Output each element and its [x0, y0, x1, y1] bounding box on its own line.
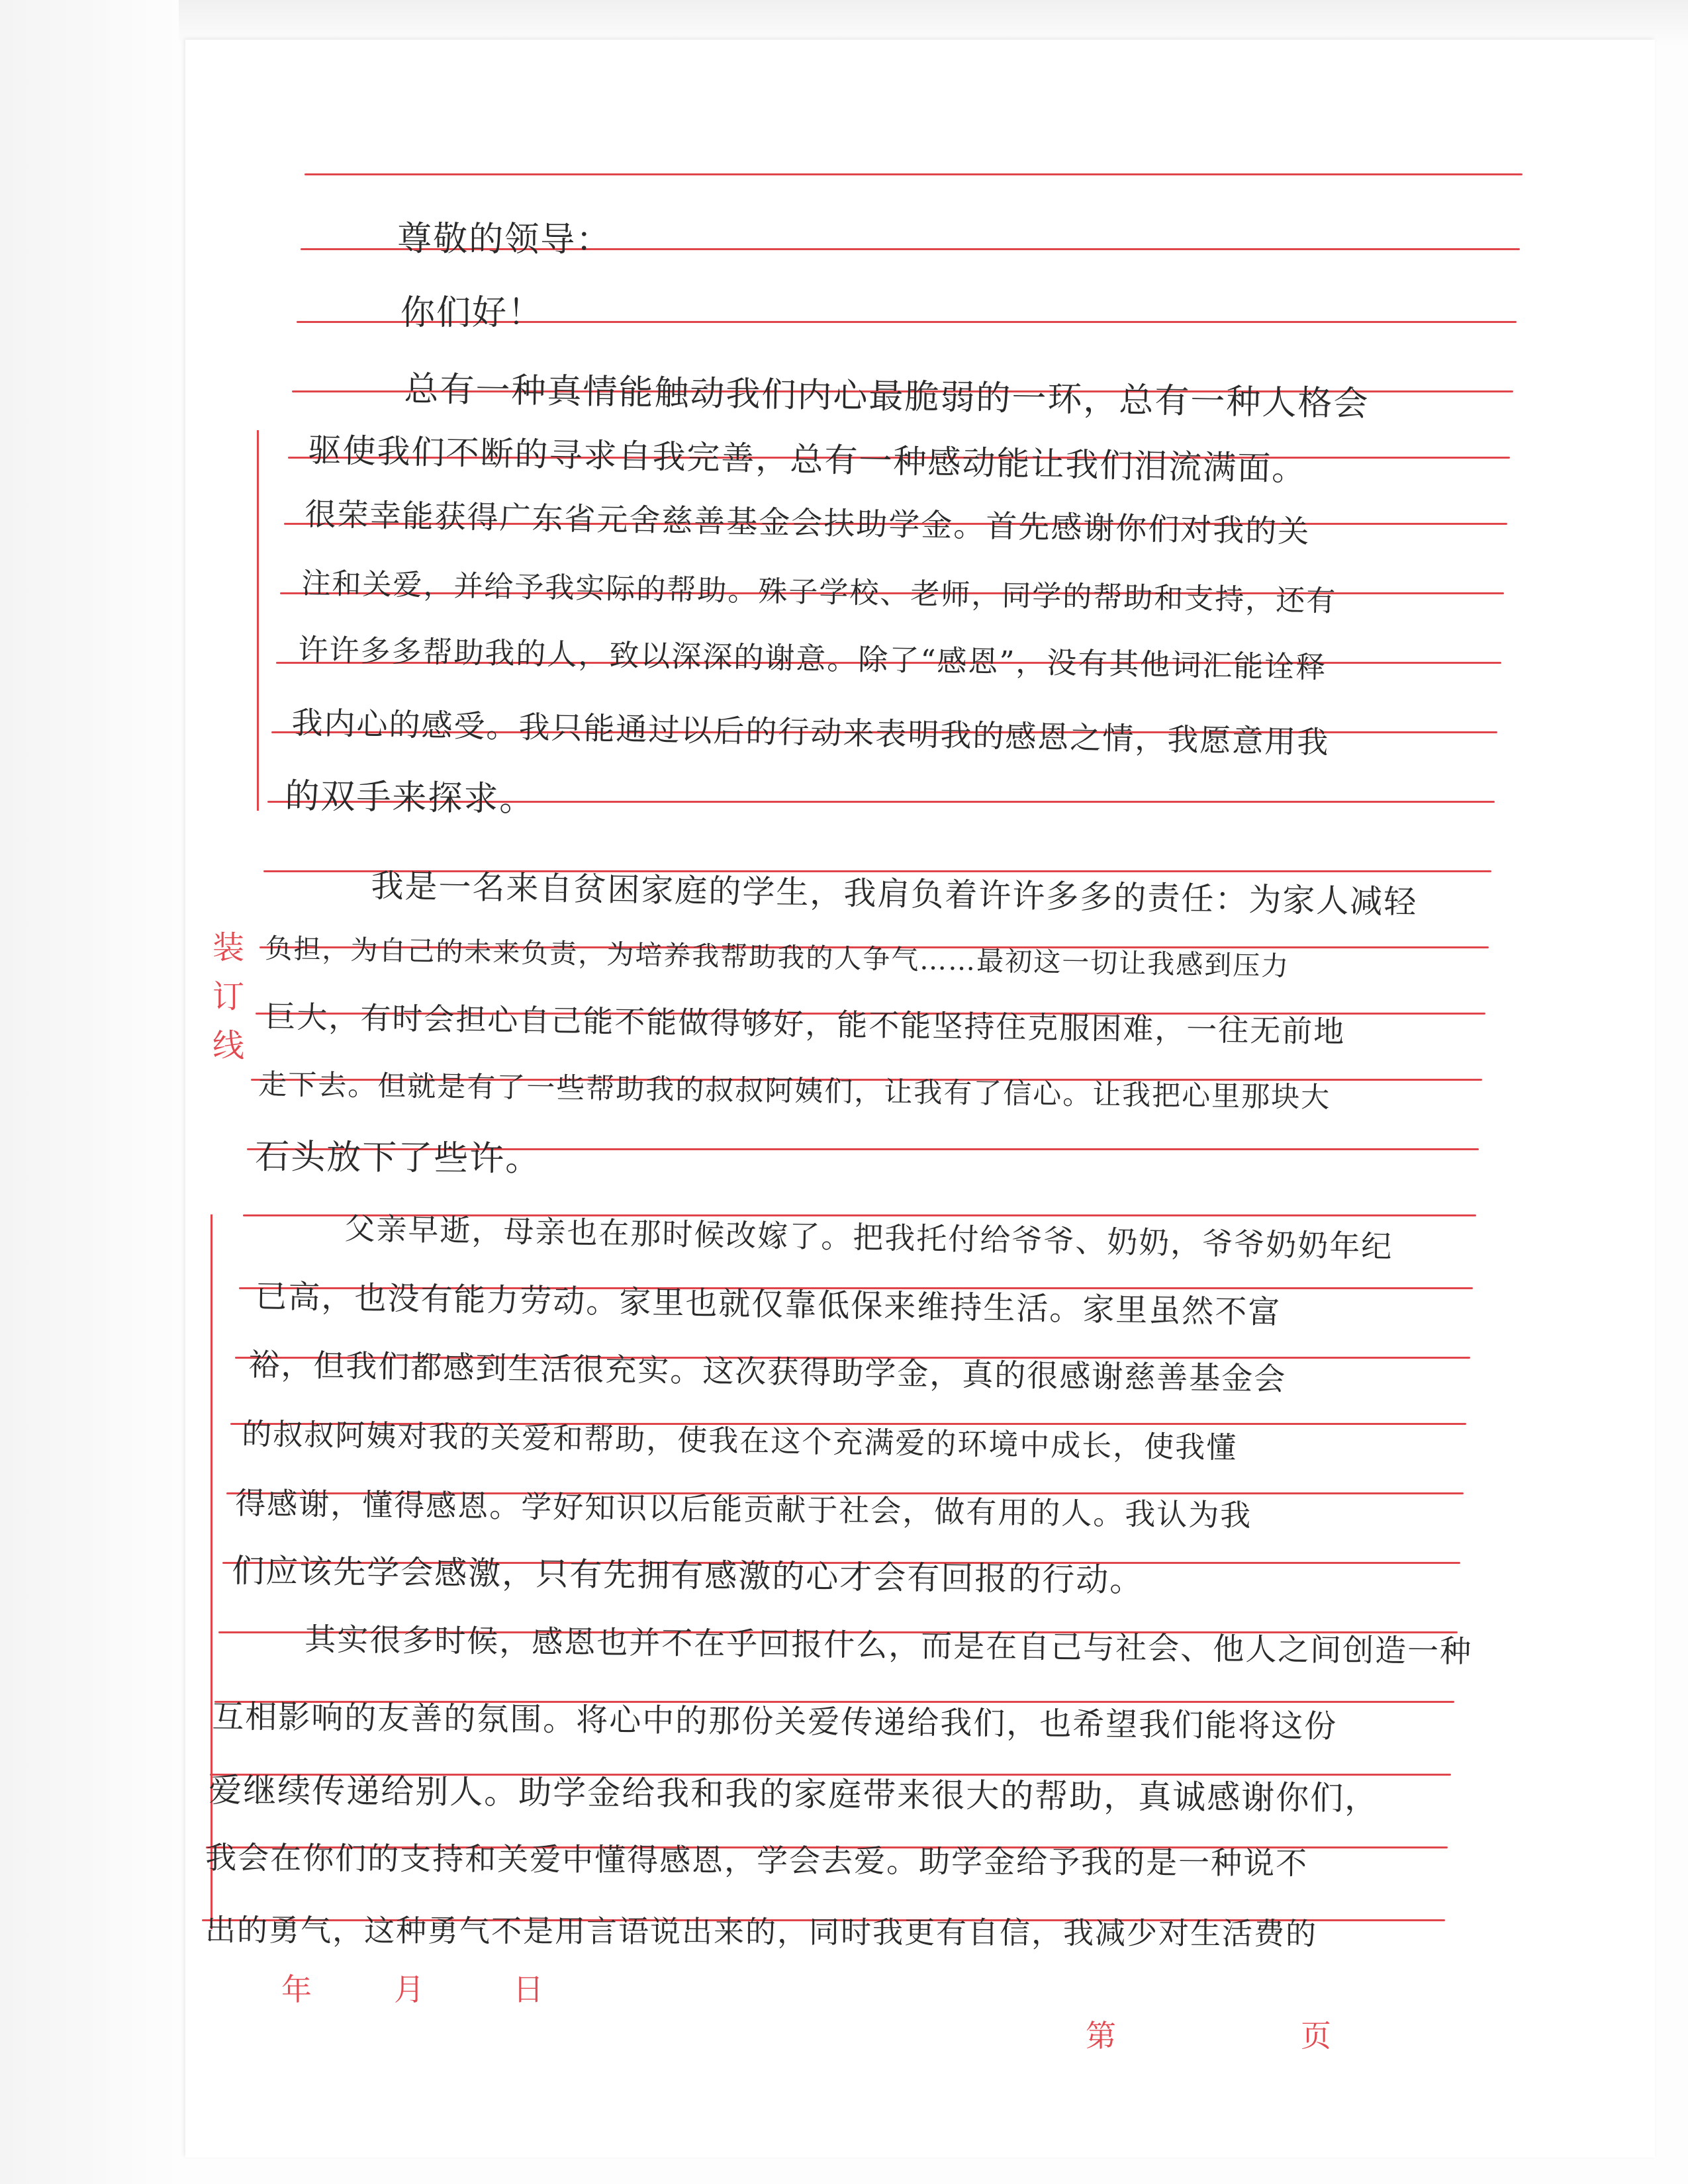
letter-line: 走下去。但就是有了一些帮助我的叔叔阿姨们，让我有了信心。让我把心里那块大	[258, 1068, 1331, 1115]
footer-page-suffix: 页	[1301, 2018, 1331, 2054]
letter-line: 爱继续传递给别人。助学金给我和我的家庭带来很大的帮助，真诚感谢你们，	[209, 1771, 1380, 1818]
footer-day: 日	[513, 1972, 543, 2007]
letter-line: 驱使我们不断的寻求自我完善，总有一种感动能让我们泪流满面。	[308, 431, 1307, 488]
footer-month: 月	[394, 1972, 424, 2007]
letter-line: 其实很多时候，感恩也并不在乎回报什么，而是在自己与社会、他人之间创造一种	[305, 1621, 1473, 1670]
footer-page-prefix: 第	[1086, 2018, 1116, 2054]
salutation: 尊敬的领导：	[397, 219, 612, 260]
letter-line: 的双手来探求。	[285, 776, 536, 820]
margin-line-upper	[257, 430, 259, 811]
letter-line: 我是一名来自贫困家庭的学生，我肩负着许许多多的责任：为家人减轻	[371, 867, 1418, 921]
ruled-line	[305, 173, 1523, 175]
letter-line: 已高，也没有能力劳动。家里也就仅靠低保来维持生活。家里虽然不富	[255, 1278, 1282, 1332]
binding-char: 订	[212, 978, 244, 1015]
binding-char: 装	[212, 929, 244, 966]
footer-year: 年	[281, 1972, 312, 2007]
letter-line: 父亲早逝，母亲也在那时候改嫁了。把我托付给爷爷、奶奶，爷爷奶奶年纪	[344, 1210, 1393, 1265]
letter-line: 出的勇气，这种勇气不是用言语说出来的，同时我更有自信，我减少对生活费的	[205, 1912, 1318, 1952]
letter-line: 总有一种真情能触动我们内心最脆弱的一环，总有一种人格会	[404, 369, 1370, 424]
scan-shadow-left	[0, 0, 179, 2184]
margin-line-lower	[211, 1214, 212, 1929]
letter-line: 我内心的感受。我只能通过以后的行动来表明我的感恩之情，我愿意用我	[291, 705, 1330, 762]
letter-line: 负担，为自己的未来负责，为培养我帮助我的人争气……最初这一切让我感到压力	[265, 933, 1290, 983]
letter-line: 互相影响的友善的氛围。将心中的那份关爱传递给我们，也希望我们能将这份	[212, 1698, 1338, 1745]
letter-line: 巨大，有时会担心自己能不能做得够好，能不能坚持住克服困难，一往无前地	[265, 999, 1346, 1050]
binding-line-label	[209, 923, 248, 1070]
letter-line: 的叔叔阿姨对我的关爱和帮助，使我在这个充满爱的环境中成长，使我懂	[242, 1416, 1238, 1465]
letter-line: 石头放下了些许。	[255, 1137, 541, 1179]
letter-line: 许许多多帮助我的人，致以深深的谢意。除了“感恩”，没有其他词汇能诠释	[298, 632, 1327, 686]
letter-line: 们应该先学会感激，只有先拥有感激的心才会有回报的行动。	[232, 1552, 1144, 1600]
letter-line: 很荣幸能获得广东省元舍慈善基金会扶助学金。首先感谢你们对我的关	[305, 496, 1311, 551]
letter-line: 注和关爱，并给予我实际的帮助。殊子学校、老师，同学的帮助和支持，还有	[301, 567, 1337, 619]
greeting: 你们好！	[400, 293, 544, 333]
letter-line: 裕，但我们都感到生活很充实。这次获得助学金，真的很感谢慈善基金会	[248, 1347, 1287, 1398]
binding-char: 线	[212, 1027, 244, 1064]
letter-line: 得感谢，懂得感恩。学好知识以后能贡献于社会，做有用的人。我认为我	[235, 1485, 1252, 1533]
letter-line: 我会在你们的支持和关爱中懂得感恩，学会去爱。助学金给予我的是一种说不	[205, 1840, 1309, 1882]
